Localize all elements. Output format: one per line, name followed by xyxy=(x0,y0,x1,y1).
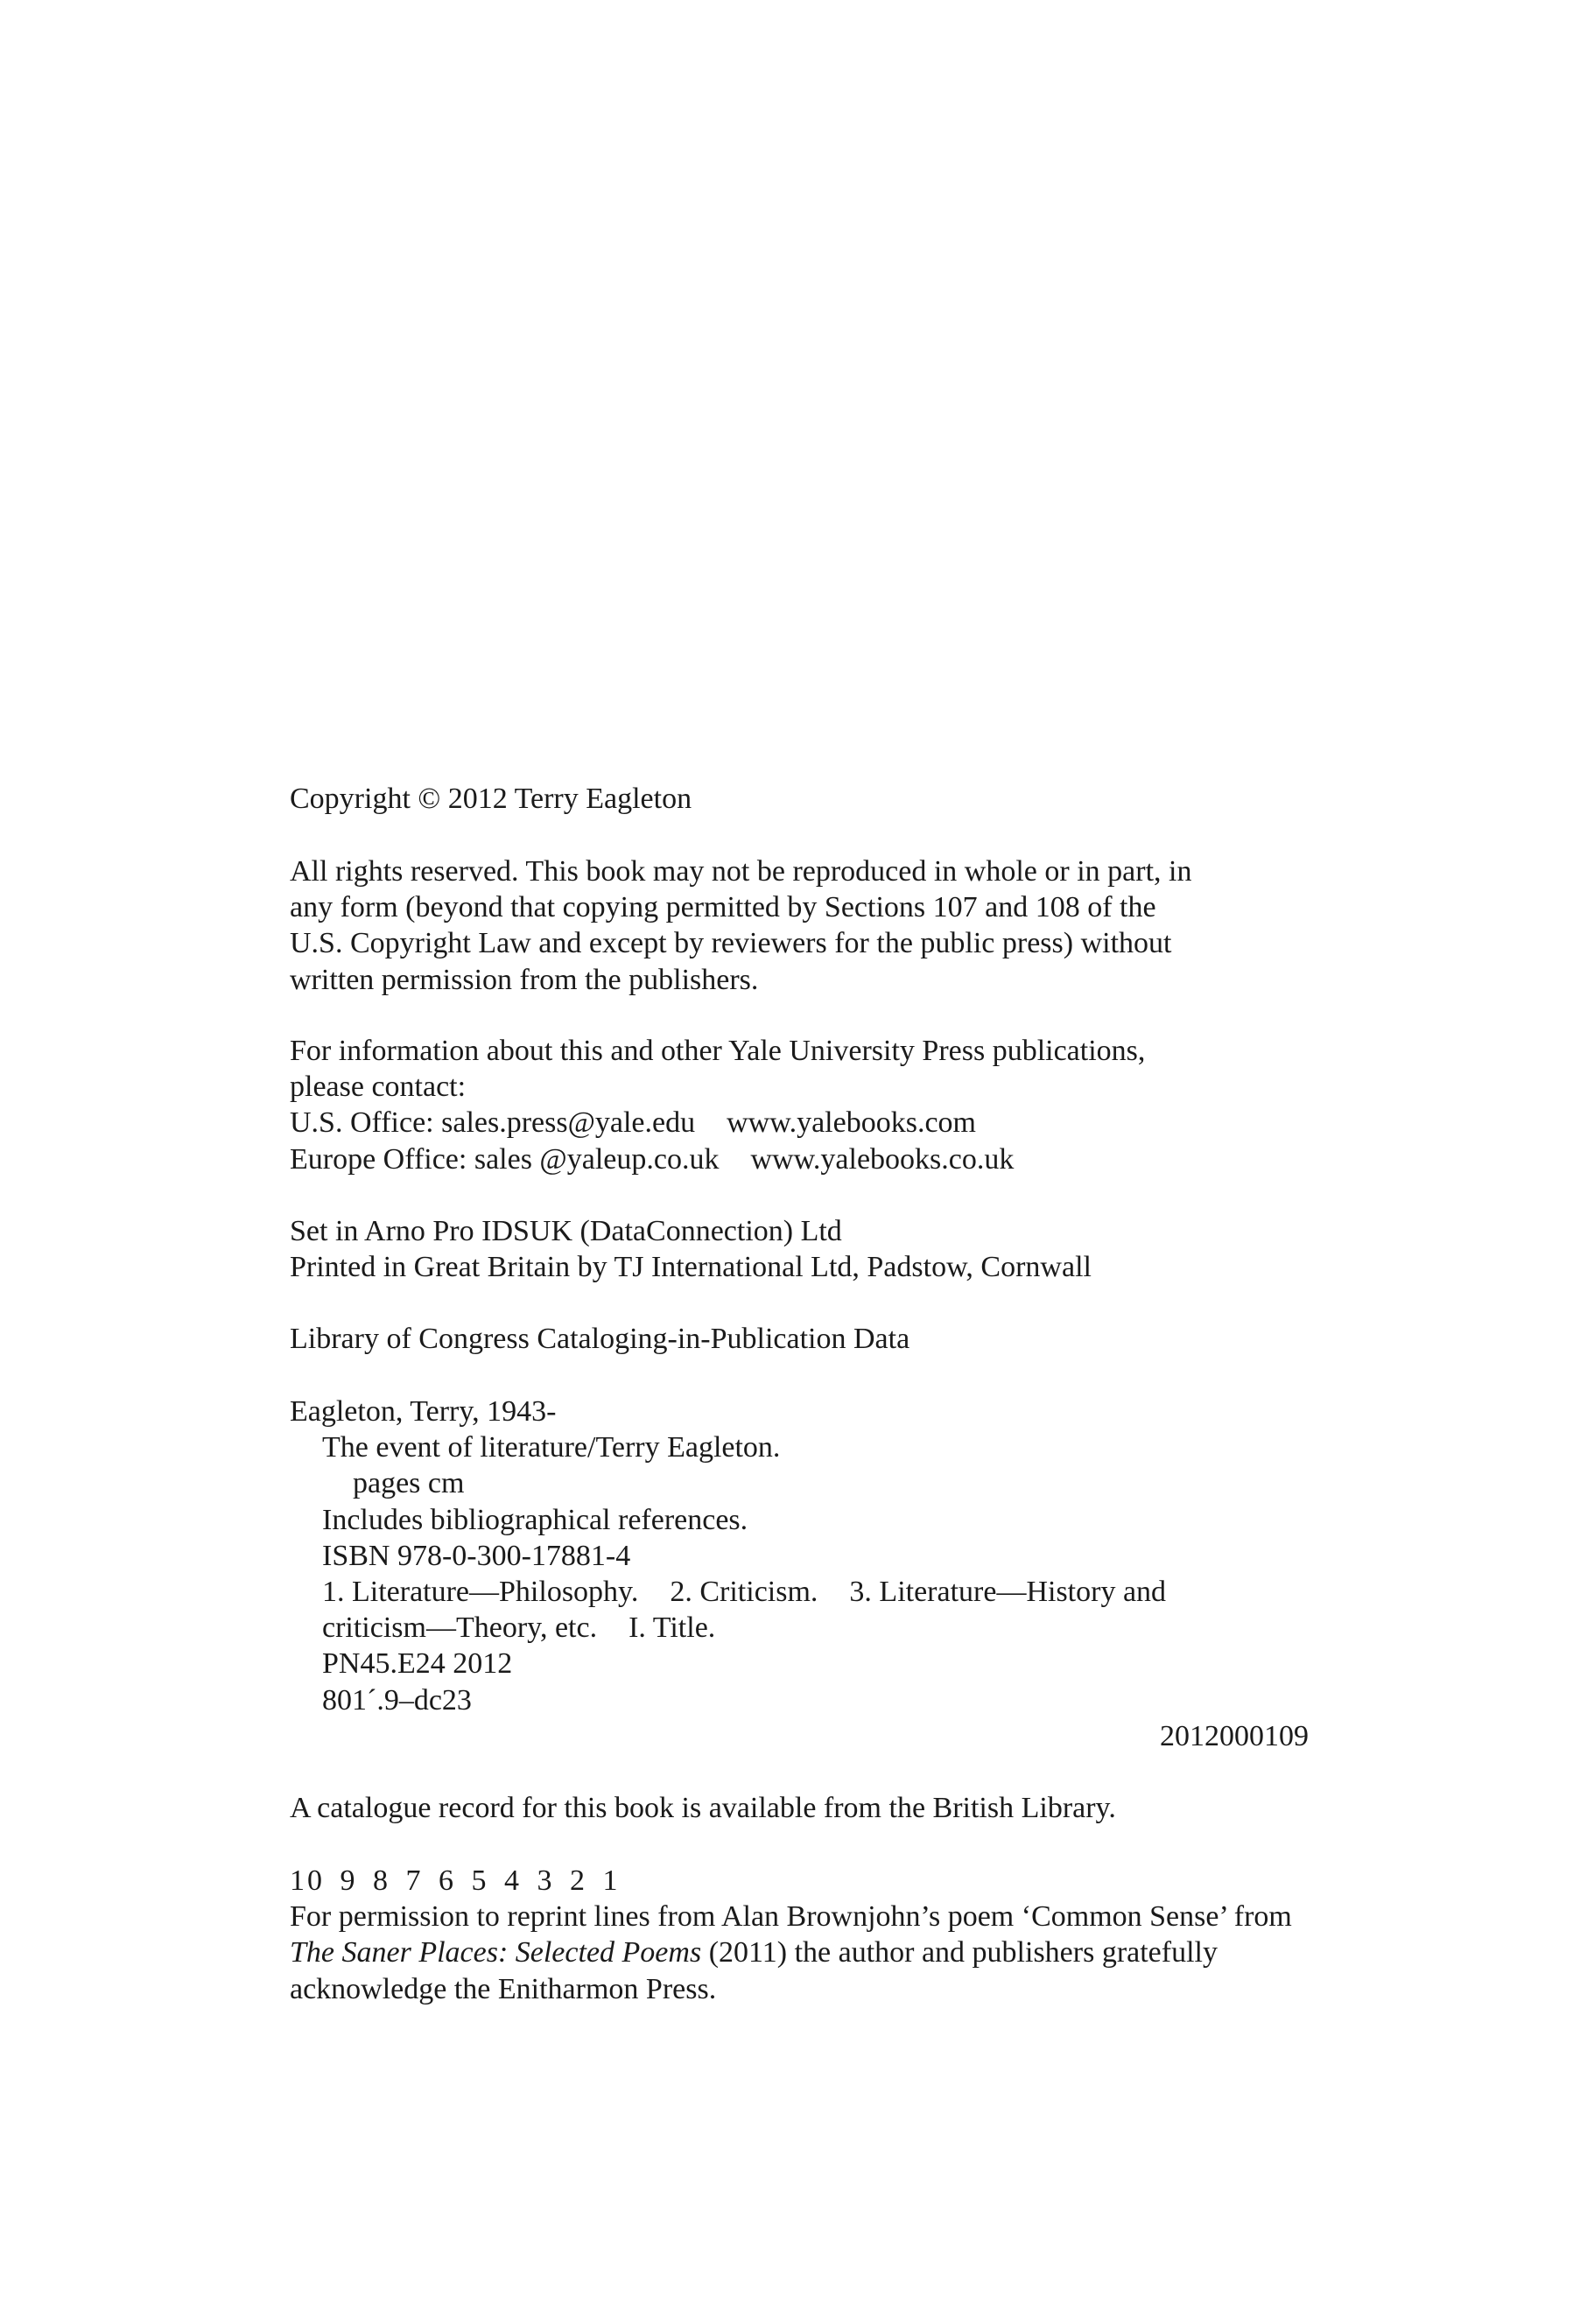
rights-line-3: U.S. Copyright Law and except by reviewers for the public press) without xyxy=(290,927,1172,960)
permission-line-3: acknowledge the Enitharmon Press. xyxy=(290,1972,717,2005)
europe-office-line xyxy=(290,1141,1323,1177)
printed-line: Printed in Great Britain by TJ International Ltd, Padstow, Cornwall xyxy=(290,1251,1092,1284)
cip-pages: pages cm xyxy=(353,1467,465,1500)
contact-paragraph xyxy=(290,1033,1323,1177)
permission-line-2 xyxy=(290,1934,1323,1970)
contact-intro-1: For information about this and other Yale University Press publications, xyxy=(290,1035,1146,1067)
cip-subject-3a: 3. Literature—History and xyxy=(849,1575,1167,1608)
cip-author: Eagleton, Terry, 1943- xyxy=(290,1395,557,1428)
permission-line-2-rest: (2011) the author and publishers gratefully xyxy=(701,1936,1218,1969)
cip-record xyxy=(290,1394,1323,1718)
rights-line-1: All rights reserved. This book may not be reproduced in whole or in part, in xyxy=(290,855,1192,888)
cip-subjects-line-2 xyxy=(290,1610,1323,1646)
rights-line-2: any form (beyond that copying permitted by Sections 107 and 108 of the xyxy=(290,891,1156,924)
printing-number-line: 10 9 8 7 6 5 4 3 2 1 xyxy=(290,1864,621,1897)
british-library-block xyxy=(290,1790,1323,1826)
cip-bibliography: Includes bibliographical references. xyxy=(322,1503,748,1536)
europe-office-url[interactable]: www.yalebooks.co.uk xyxy=(750,1142,1015,1176)
copyright-notice xyxy=(290,781,1323,817)
rights-line-4: written permission from the publishers. xyxy=(290,963,759,996)
cip-subjects-line-1 xyxy=(290,1574,1323,1610)
europe-office-email: Europe Office: sales @yaleup.co.uk xyxy=(290,1142,720,1176)
cip-subject-1: 1. Literature—Philosophy. xyxy=(322,1575,639,1608)
cip-isbn: ISBN 978-0-300-17881-4 xyxy=(322,1539,631,1572)
print-and-permission-block xyxy=(290,1863,1323,2007)
cip-control-number: 2012000109 xyxy=(1160,1720,1309,1752)
cip-heading-block xyxy=(290,1321,1323,1357)
copyright-line: Copyright © 2012 Terry Eagleton xyxy=(290,783,692,815)
cip-subject-title: I. Title. xyxy=(628,1611,716,1645)
us-office-url[interactable]: www.yalebooks.com xyxy=(727,1106,976,1140)
british-library-line: A catalogue record for this book is available from the British Library. xyxy=(290,1792,1116,1824)
cip-title: The event of literature/Terry Eagleton. xyxy=(322,1431,781,1464)
typeset-line: Set in Arno Pro IDSUK (DataConnection) Ltd xyxy=(290,1215,842,1247)
production-paragraph xyxy=(290,1213,1323,1285)
us-office-email: U.S. Office: sales.press@yale.edu xyxy=(290,1106,696,1140)
permission-book-title: The Saner Places: Selected Poems xyxy=(290,1936,702,1969)
cip-lc-class: PN45.E24 2012 xyxy=(322,1647,513,1681)
contact-intro-2: please contact: xyxy=(290,1071,467,1104)
cip-heading: Library of Congress Cataloging-in-Publication Data xyxy=(290,1323,910,1355)
permission-line-1: For permission to reprint lines from Alan Brownjohn’s poem ‘Common Sense’ from xyxy=(290,1900,1292,1934)
cip-subject-3b: criticism—Theory, etc. xyxy=(322,1611,598,1645)
cip-subject-2: 2. Criticism. xyxy=(670,1575,818,1608)
cip-dewey: 801´.9–dc23 xyxy=(322,1683,472,1717)
us-office-line xyxy=(290,1105,1323,1141)
rights-paragraph xyxy=(290,853,1323,998)
